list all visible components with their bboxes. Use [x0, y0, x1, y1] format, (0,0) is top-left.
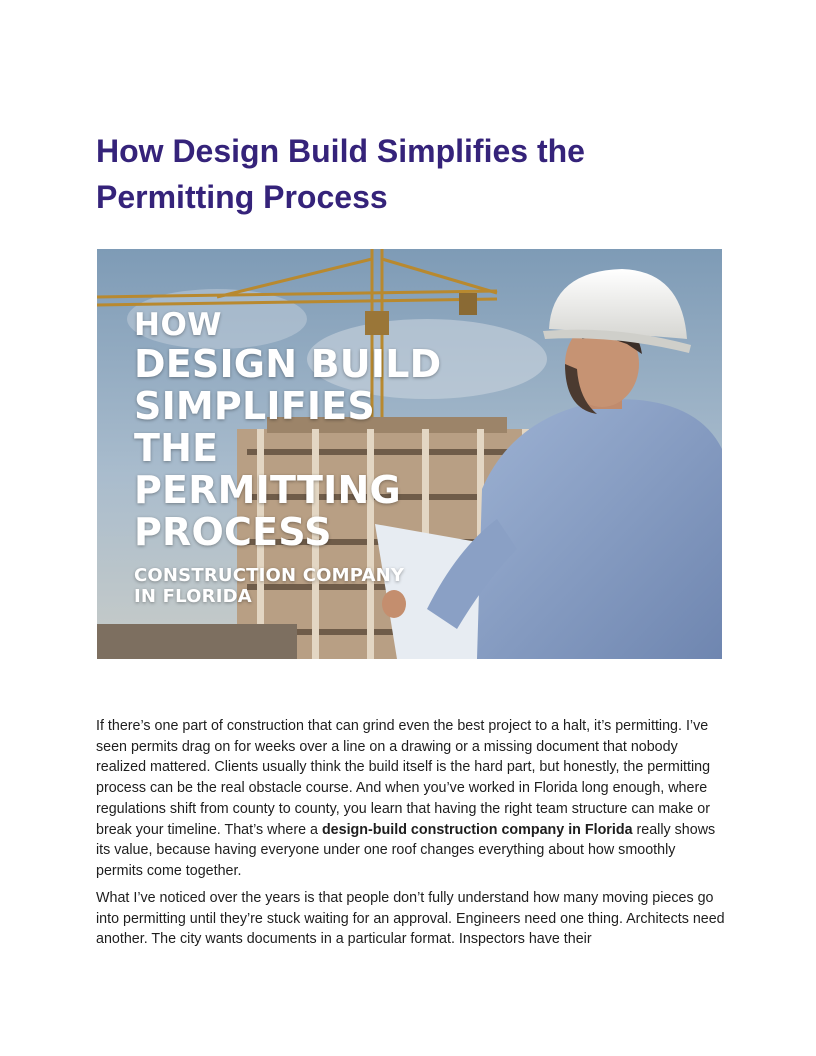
article-title-line2: Permitting Process — [96, 179, 388, 215]
hero-line-the: THE — [134, 426, 219, 470]
hero-overlay-text — [134, 307, 441, 607]
hero-line-simplifies: SIMPLIFIES — [134, 384, 375, 428]
intro-paragraph — [96, 716, 726, 882]
hero-line-permitting: PERMITTING — [134, 468, 401, 512]
hero-subtitle-line1: CONSTRUCTION COMPANY — [134, 565, 405, 586]
hero-subtitle-line2: IN FLORIDA — [134, 586, 252, 607]
hero-line-process: PROCESS — [134, 510, 332, 554]
hero-image — [97, 249, 722, 659]
intro-bold-link-text: design-build construction company in Florida — [321, 821, 633, 838]
hero-line-how: HOW — [134, 307, 222, 343]
hero-subtitle — [134, 565, 441, 607]
article-title — [96, 128, 736, 220]
intro-text-end: really shows its value, because having everyone under one roof changes everything about how smoothly permits come together. — [96, 821, 716, 879]
article-title-line1: How Design Build Simplifies the — [96, 133, 585, 169]
intro-text-start: If there’s one part of construction that can grind even the best project to a halt, it’s permitting. I’ve seen permits drag on for weeks over a line on a drawing or a missing document that nobody realized mattered. Clients usually think the build itself is the hard part, but honestly, the permitting process can be the real obstacle course. And when you’ve worked in Florida long enough, where regulations shift from county to county, you learn that having the right team structure can make or break your timeline. That’s where a — [96, 718, 711, 838]
hero-line-design-build: DESIGN BUILD — [134, 342, 442, 386]
second-paragraph: What I’ve noticed over the years is that people don’t fully understand how many moving pieces go into permitting until they’re stuck waiting for an approval. Engineers need one thing. Architects need another. The city wants documents in a particular format. Inspectors have their — [96, 890, 725, 948]
